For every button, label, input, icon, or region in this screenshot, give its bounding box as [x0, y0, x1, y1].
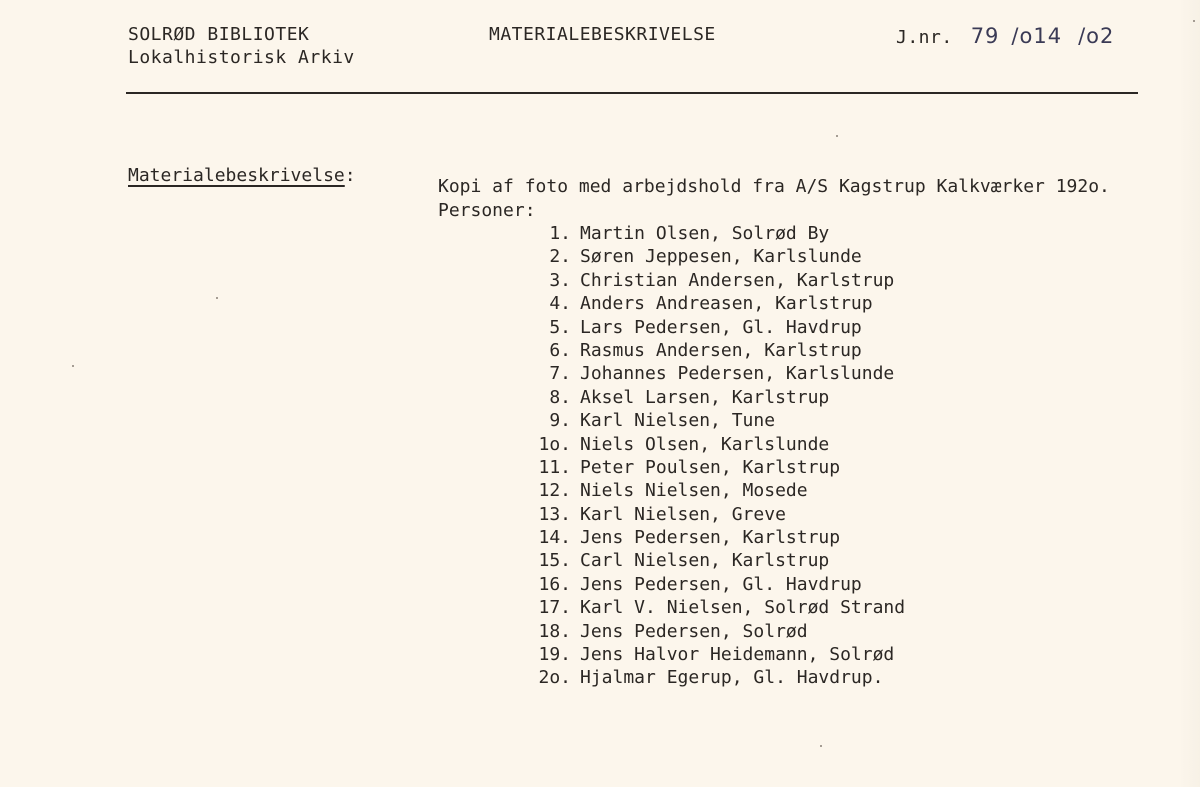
section-label-text: Materialebeskrivelse [128, 165, 345, 186]
list-number: 3. [549, 269, 571, 291]
section-label [128, 165, 356, 186]
jnr-separator-2: / [1078, 24, 1087, 48]
list-item [527, 479, 905, 502]
list-item [527, 409, 905, 432]
list-item [527, 573, 905, 596]
list-number: 6. [549, 339, 571, 361]
person-entry: Niels Olsen, Karlslunde [580, 433, 830, 455]
person-entry: Martin Olsen, Solrød By [580, 223, 830, 244]
person-entry: Aksel Larsen, Karlstrup [580, 386, 830, 408]
list-item [527, 526, 905, 549]
person-entry: Karl V. Nielsen, Solrød Strand [580, 597, 906, 619]
journal-number [896, 24, 1114, 48]
section-label-colon: : [344, 165, 356, 186]
paper-speck [216, 297, 218, 299]
list-number: 11. [538, 456, 571, 478]
list-number: 7. [549, 363, 571, 385]
list-number: 1o. [538, 433, 571, 455]
list-number: 19. [538, 644, 571, 666]
list-item [527, 386, 905, 409]
list-number: 5. [549, 316, 571, 338]
list-number: 8. [549, 386, 571, 408]
form-title: MATERIALEBESKRIVELSE [489, 24, 716, 45]
list-item [527, 433, 905, 456]
person-entry: Peter Poulsen, Karlstrup [580, 456, 841, 478]
library-name: SOLRØD BIBLIOTEK [128, 24, 310, 45]
list-item [527, 643, 905, 666]
person-entry: Jens Pedersen, Gl. Havdrup [580, 573, 862, 595]
list-item [527, 292, 905, 315]
person-entry: Karl Nielsen, Greve [580, 503, 786, 525]
list-item [527, 456, 905, 479]
person-entry: Søren Jeppesen, Karlslunde [580, 246, 862, 268]
card-edge [1178, 0, 1200, 787]
list-number: 1. [549, 223, 571, 244]
list-item [527, 666, 905, 689]
persons-list [527, 222, 905, 690]
list-number: 18. [538, 620, 571, 642]
list-number: 4. [549, 293, 571, 315]
jnr-part-2: o14 [1019, 24, 1063, 48]
list-number: 16. [538, 573, 571, 595]
list-number: 17. [538, 597, 571, 619]
archive-name: Lokalhistorisk Arkiv [128, 47, 355, 68]
material-description: Kopi af foto med arbejdshold fra A/S Kagstrup Kalkværker 192o. [438, 176, 1110, 197]
jnr-label: J.nr. [896, 27, 953, 48]
list-number: 13. [538, 503, 571, 525]
jnr-separator-1: / [1011, 24, 1020, 48]
paper-speck [836, 135, 838, 137]
list-item [527, 316, 905, 339]
person-entry: Jens Pedersen, Solrød [580, 620, 808, 642]
paper-speck [1193, 20, 1195, 22]
person-entry: Niels Nielsen, Mosede [580, 480, 808, 502]
person-entry: Hjalmar Egerup, Gl. Havdrup. [580, 667, 884, 689]
person-entry: Lars Pedersen, Gl. Havdrup [580, 316, 862, 338]
list-item [527, 339, 905, 362]
list-number: 12. [538, 480, 571, 502]
list-item [527, 549, 905, 572]
person-entry: Anders Andreasen, Karlstrup [580, 293, 873, 315]
person-entry: Carl Nielsen, Karlstrup [580, 550, 830, 572]
jnr-part-1: 79 [970, 24, 1000, 48]
list-item [527, 245, 905, 268]
list-number: 2. [549, 246, 571, 268]
list-number: 14. [538, 527, 571, 549]
list-item [527, 596, 905, 619]
list-number: 15. [538, 550, 571, 572]
list-item [527, 620, 905, 643]
persons-label: Personer: [438, 200, 536, 221]
list-number: 2o. [538, 667, 571, 689]
list-item [527, 222, 905, 245]
paper-speck [820, 745, 822, 747]
list-item [527, 362, 905, 385]
person-entry: Karl Nielsen, Tune [580, 410, 776, 432]
person-entry: Jens Halvor Heidemann, Solrød [580, 644, 895, 666]
header-rule [126, 92, 1138, 94]
list-item [527, 269, 905, 292]
person-entry: Jens Pedersen, Karlstrup [580, 527, 841, 549]
jnr-part-3: o2 [1086, 24, 1115, 48]
person-entry: Christian Andersen, Karlstrup [580, 269, 895, 291]
person-entry: Rasmus Andersen, Karlstrup [580, 339, 862, 361]
list-number: 9. [549, 410, 571, 432]
list-item [527, 503, 905, 526]
paper-speck [72, 365, 74, 367]
person-entry: Johannes Pedersen, Karlslunde [580, 363, 895, 385]
